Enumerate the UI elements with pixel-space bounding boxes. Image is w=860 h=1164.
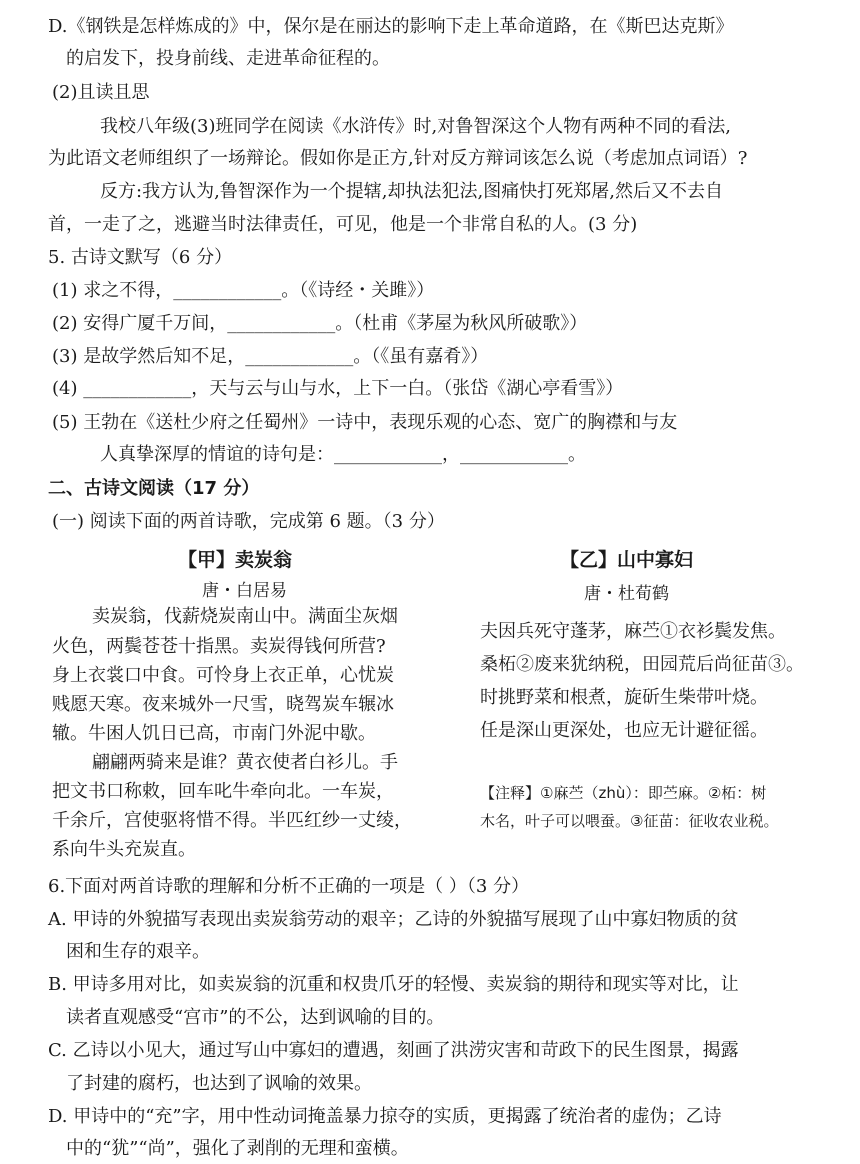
q6-option-b-line2: 读者直观感受“宫市”的不公，达到讽喻的目的。 [66,1007,445,1028]
q4-2-para2-line1: 反方:我方认为,鲁智深作为一个提辖,却执法犯法,图痛快打死郑屠,然后又不去自 [100,181,723,202]
poem-a-line: 卖炭翁，伐薪烧炭南山中。满面尘灰烟 [92,606,398,627]
q5-item-4: (4) ____________，天与云与山与水，上下一白。（张岱《湖心亭看雪》） [52,378,624,399]
q4-2-para1-line1: 我校八年级(3)班同学在阅读《水浒传》时,对鲁智深这个人物有两种不同的看法, [100,116,731,137]
q5-item-3: (3) 是故学然后知不足，____________。（《虽有嘉肴》） [52,346,489,367]
option-d-line1: D.《钢铁是怎样炼成的》中，保尔是在丽达的影响下走上革命道路，在《斯巴达克斯》 [48,16,734,37]
q6-option-a-line1: A. 甲诗的外貌描写表现出卖炭翁劳动的艰辛；乙诗的外貌描写展现了山中寡妇物质的贫 [48,909,739,930]
poem-b-note-line2: 木名，叶子可以喂蚕。③征苗：征收农业税。 [480,812,779,830]
poem-b-author: 唐・杜荀鹤 [584,584,669,604]
section2-intro: (一) 阅读下面的两首诗歌，完成第 6 题。（3 分） [52,511,445,532]
option-d-line2: 的启发下，投身前线、走进革命征程的。 [66,48,390,69]
poem-a-line: 火色，两鬓苍苍十指黑。卖炭得钱何所营? [52,636,386,657]
q5-heading: 5. 古诗文默写（6 分） [48,247,233,268]
poem-a-line: 系向牛头充炭直。 [52,839,196,860]
q5-item-1: (1) 求之不得，____________。（《诗经・关雎》） [52,280,435,301]
poem-a-line: 身上衣裳口中食。可怜身上衣正单，心忧炭 [52,665,394,686]
q6-option-c-line2: 了封建的腐朽，也达到了讽喻的效果。 [66,1073,372,1094]
q4-2-para2-line2: 首，一走了之，逃避当时法律责任，可见，他是一个非常自私的人。(3 分) [48,214,638,235]
q5-item-5-cont: 人真挚深厚的情谊的诗句是：____________，____________。 [100,444,586,465]
poem-a-line: 翩翩两骑来是谁？黄衣使者白衫儿。手 [92,752,398,773]
poem-b-note-line1: 【注释】①麻苎（zhù）：即苎麻。②柘：树 [480,784,767,802]
poem-a-line: 把文书口称敕，回车叱牛牵向北。一车炭， [52,781,394,802]
poem-b-line: 桑柘②废来犹纳税，田园荒后尚征苗③。 [480,654,804,675]
poem-a-line: 辙。牛困人饥日已高，市南门外泥中歇。 [52,723,376,744]
q4-2-heading: (2)且读且思 [52,82,150,103]
poem-a-title: 【甲】卖炭翁 [178,549,293,571]
poem-b-title: 【乙】山中寡妇 [560,549,694,571]
poem-b-line: 夫因兵死守蓬茅，麻苎①衣衫鬓发焦。 [480,621,786,642]
poem-b-line: 任是深山更深处，也应无计避征徭。 [480,720,768,741]
q5-item-2: (2) 安得广厦千万间，____________。（杜甫《茅屋为秋风所破歌》） [52,313,588,334]
poem-a-author: 唐・白居易 [202,581,287,601]
q6-option-c-line1: C. 乙诗以小见大，通过写山中寡妇的遭遇，刻画了洪涝灾害和苛政下的民生图景，揭露 [48,1040,739,1061]
poem-a-line: 千余斤，宫使驱将惜不得。半匹红纱一丈绫， [52,810,412,831]
section2-heading: 二、古诗文阅读（17 分） [48,478,260,499]
q5-item-5: (5) 王勃在《送杜少府之任蜀州》一诗中，表现乐观的心态、宽广的胸襟和与友 [52,412,678,433]
q4-2-para1-line2: 为此语文老师组织了一场辩论。假如你是正方,针对反方辩词该怎么说（考虑加点词语）? [48,148,748,169]
poem-b-line: 时挑野菜和根煮，旋斫生柴带叶烧。 [480,687,768,708]
q6-option-d-line2: 中的“犹”“尚”，强化了剥削的无理和蛮横。 [66,1138,409,1159]
q6-option-d-line1: D. 甲诗中的“充”字，用中性动词掩盖暴力掠夺的实质，更揭露了统治者的虚伪；乙诗 [48,1106,722,1127]
q6-stem: 6.下面对两首诗歌的理解和分析不正确的一项是（ ）（3 分） [48,876,530,897]
poem-a-line: 贱愿天寒。夜来城外一尺雪，晓驾炭车辗冰 [52,694,394,715]
q6-option-b-line1: B. 甲诗多用对比，如卖炭翁的沉重和权贵爪牙的轻慢、卖炭翁的期待和现实等对比，让 [48,974,739,995]
q6-option-a-line2: 困和生存的艰辛。 [66,941,210,962]
